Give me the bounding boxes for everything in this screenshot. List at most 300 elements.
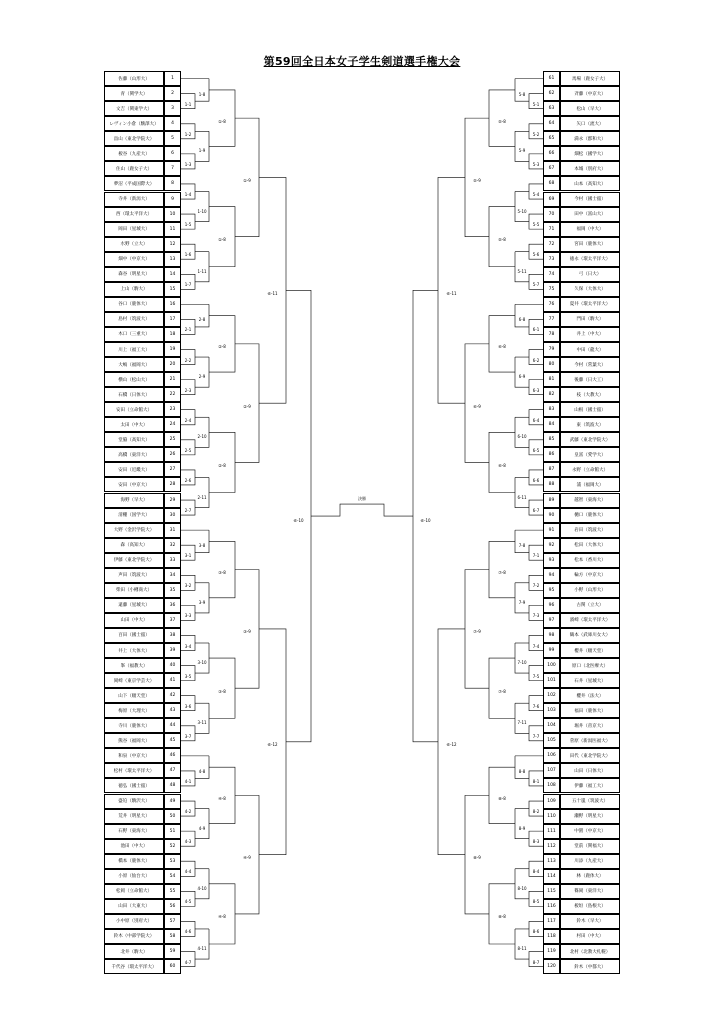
match-label: ⑧-9: [473, 855, 481, 861]
match-label: ⑥-12: [267, 742, 278, 748]
entry-name: 柴田（小樽商大）: [104, 583, 164, 598]
entry-name: 今村（常葉大）: [560, 357, 620, 372]
match-label: 7-11: [517, 720, 527, 726]
entry-number: 116: [543, 899, 560, 914]
match-label: 3-6: [184, 703, 192, 709]
match-label: ④-8: [218, 914, 226, 920]
entry-number: 118: [543, 929, 560, 944]
match-label: ⑥-11: [267, 290, 278, 296]
entry-number: 32: [164, 538, 181, 553]
entry-number: 47: [164, 763, 181, 778]
entry-name: 谷口（鹿体大）: [104, 297, 164, 312]
match-label: 8-11: [517, 946, 527, 951]
entry-name: 畑中（中京大）: [104, 252, 164, 267]
entry-name: 古関（立大）: [560, 598, 620, 613]
entry-name: 松山（早大）: [560, 101, 620, 116]
entry-name: 声田（筑波大）: [104, 568, 164, 583]
match-label: ④-8: [218, 795, 226, 801]
entry-name: 堂前（関福大）: [560, 839, 620, 854]
match-label: ⑧-8: [498, 914, 506, 920]
match-label: 4-6: [184, 929, 192, 935]
match-label: 8-2: [532, 809, 540, 815]
entry-number: 10: [164, 207, 181, 222]
match-label: 6-4: [532, 417, 540, 423]
entry-number: 62: [543, 86, 560, 101]
match-label: 6-5: [532, 447, 540, 453]
entry-number: 86: [543, 447, 560, 462]
entry-name: 横山（松山大）: [104, 372, 164, 387]
entry-name: 小野（山形大）: [560, 583, 620, 598]
entry-name: 皇富（愛学大）: [560, 447, 620, 462]
bracket-line: [195, 809, 209, 839]
entry-number: 12: [164, 237, 181, 252]
entry-name: 川添（九産大）: [560, 854, 620, 869]
entry-name: 百田（國士舘）: [104, 628, 164, 643]
bracket-line: [195, 252, 209, 282]
match-label: 3-10: [197, 660, 207, 666]
entry-number: 97: [543, 613, 560, 628]
entry-name: 熊谷（福岡大）: [104, 733, 164, 748]
match-label: 5-11: [517, 268, 527, 274]
match-label: 1-7: [184, 282, 192, 288]
entry-number: 108: [543, 778, 560, 793]
match-label: ⑦-8: [498, 570, 506, 576]
entry-name: 輪方（中京大）: [560, 568, 620, 583]
entry-number: 41: [164, 673, 181, 688]
entry-name: 山田（日体大）: [560, 763, 620, 778]
match-label: ⑥-9: [473, 403, 481, 409]
entry-name: 井上（大体大）: [104, 643, 164, 658]
entry-name: 田代（東北学院大）: [560, 748, 620, 763]
entry-number: 23: [164, 402, 181, 417]
entry-name: 太田（中大）: [104, 417, 164, 432]
entry-number: 28: [164, 477, 181, 492]
match-label: 3-4: [184, 643, 192, 649]
entry-name: 瀬野（明星大）: [560, 809, 620, 824]
entry-number: 113: [543, 854, 560, 869]
match-label: 3-9: [198, 599, 206, 605]
entry-name: 住山（鹿女子大）: [104, 161, 164, 176]
match-label: 7-4: [532, 643, 540, 649]
entry-number: 25: [164, 432, 181, 447]
entry-number: 69: [543, 192, 560, 207]
bracket-line: [515, 643, 529, 673]
entry-number: 38: [164, 628, 181, 643]
entry-name: 松田（大体大）: [560, 538, 620, 553]
entry-number: 7: [164, 161, 181, 176]
entry-number: 22: [164, 387, 181, 402]
entry-number: 72: [543, 237, 560, 252]
match-label: ②-8: [218, 344, 226, 350]
match-label: ②-8: [218, 462, 226, 468]
entry-number: 14: [164, 267, 181, 282]
entry-number: 79: [543, 342, 560, 357]
match-label: ⑥-12: [446, 742, 457, 748]
entry-name: 中園（中京大）: [560, 824, 620, 839]
entry-number: 35: [164, 583, 181, 598]
entry-number: 52: [164, 839, 181, 854]
entry-name: 石井（星城大）: [560, 673, 620, 688]
entry-name: 島村（筑波大）: [104, 312, 164, 327]
entry-number: 105: [543, 733, 560, 748]
entry-number: 109: [543, 794, 560, 809]
match-label: 6-8: [518, 317, 526, 323]
final-line: [311, 504, 413, 516]
match-label: ③-8: [218, 688, 226, 694]
match-label: 6-11: [517, 494, 527, 500]
entry-number: 120: [543, 959, 560, 974]
match-label: 4-4: [184, 869, 192, 875]
entry-name: 満永（郡和大）: [560, 131, 620, 146]
entry-number: 107: [543, 763, 560, 778]
match-label: 5-3: [532, 161, 540, 167]
entry-name: レヴィン小倉（駒澤大）: [104, 116, 164, 131]
match-label: ⑥-8: [498, 462, 506, 468]
entry-name: 田中（富山大）: [560, 207, 620, 222]
entry-name: 夢沼（平成国際大）: [104, 176, 164, 191]
bracket-line: [195, 131, 209, 161]
bracket-line: [286, 290, 311, 742]
bracket-line: [195, 583, 209, 613]
entry-number: 40: [164, 658, 181, 673]
entry-name: 浦（福岡大）: [560, 477, 620, 492]
match-label: 3-1: [184, 553, 192, 559]
entry-number: 53: [164, 854, 181, 869]
bracket-line: [515, 756, 529, 779]
entry-number: 111: [543, 824, 560, 839]
entry-name: 堀井（帝京大）: [560, 718, 620, 733]
match-label: ①-8: [218, 237, 226, 243]
bracket-line: [195, 643, 209, 673]
bracket-line: [195, 304, 209, 327]
entry-number: 13: [164, 252, 181, 267]
entry-name: 門田（駒大）: [560, 312, 620, 327]
entry-name: 荒井（明星大）: [104, 809, 164, 824]
match-label: 7-5: [532, 673, 540, 679]
entry-number: 114: [543, 869, 560, 884]
entry-number: 3: [164, 101, 181, 116]
entry-name: 樋口（鹿体大）: [560, 508, 620, 523]
match-label: 2-8: [198, 317, 206, 323]
entry-name: 岡崎（東京学芸大）: [104, 673, 164, 688]
match-label: 5-6: [532, 252, 540, 258]
match-label: 5-10: [517, 208, 527, 214]
match-label: ⑥-8: [498, 344, 506, 350]
entry-number: 65: [543, 131, 560, 146]
entry-number: 74: [543, 267, 560, 282]
entry-name: 鈴木（中都大）: [560, 959, 620, 974]
bracket-line: [515, 357, 529, 387]
entry-number: 112: [543, 839, 560, 854]
entry-number: 19: [164, 342, 181, 357]
entry-name: 寺井（新潟大）: [104, 192, 164, 207]
entry-name: 清棚（国学大）: [104, 508, 164, 523]
entry-name: 梅原（大理大）: [104, 703, 164, 718]
entry-number: 2: [164, 86, 181, 101]
entry-number: 61: [543, 71, 560, 86]
entry-name: 五十嵐（筑波大）: [560, 794, 620, 809]
bracket-line: [195, 530, 209, 553]
entry-number: 84: [543, 417, 560, 432]
entry-number: 57: [164, 914, 181, 929]
match-label: ⑥-10: [420, 517, 431, 523]
entry-number: 5: [164, 131, 181, 146]
entry-name: 畠山（東北学院大）: [104, 131, 164, 146]
entry-number: 60: [164, 959, 181, 974]
entry-name: 櫻井（順天堂）: [560, 643, 620, 658]
entry-number: 9: [164, 192, 181, 207]
entry-name: 高橋（東洋大）: [104, 447, 164, 462]
entry-name: 池田（中大）: [104, 839, 164, 854]
entry-name: 上山（駒大）: [104, 282, 164, 297]
entry-name: 遠藤（星城大）: [104, 598, 164, 613]
match-label: 1-9: [198, 148, 206, 154]
entry-number: 75: [543, 282, 560, 297]
bracket-line: [195, 756, 209, 779]
match-label: ⑤-8: [498, 118, 506, 124]
entry-name: 千代谷（環太平洋大）: [104, 959, 164, 974]
match-label: 2-3: [184, 387, 192, 393]
entry-number: 31: [164, 523, 181, 538]
match-label: ⑥-11: [446, 290, 457, 296]
entry-name: 伊藤（東北学院大）: [104, 553, 164, 568]
entry-name: 徳永（環太平洋大）: [560, 252, 620, 267]
match-label: 1-3: [184, 161, 192, 167]
entry-name: 徳弘（國士舘）: [104, 778, 164, 793]
bracket-line: [515, 869, 529, 899]
match-label: 7-10: [517, 660, 527, 666]
entry-name: 佐藤（山形大）: [104, 71, 164, 86]
match-label: 5-2: [532, 131, 540, 137]
match-label: 3-7: [184, 733, 192, 739]
entry-number: 26: [164, 447, 181, 462]
match-label: 3-8: [198, 543, 206, 549]
match-label: ⑧-8: [498, 795, 506, 801]
match-label: 8-4: [532, 869, 540, 875]
bracket-line: [195, 929, 209, 959]
entry-name: 安田（近畿大）: [104, 462, 164, 477]
entry-number: 98: [543, 628, 560, 643]
bracket-line: [195, 357, 209, 387]
match-label: 4-5: [184, 899, 192, 905]
entry-name: 櫻井（法大）: [560, 688, 620, 703]
entry-number: 45: [164, 733, 181, 748]
entry-name: 海野（早大）: [104, 493, 164, 508]
entry-number: 6: [164, 146, 181, 161]
entry-name: 夏井（環太平洋大）: [560, 297, 620, 312]
entry-name: 水野（立大）: [104, 237, 164, 252]
entry-number: 92: [543, 538, 560, 553]
entry-number: 78: [543, 327, 560, 342]
entry-number: 30: [164, 508, 181, 523]
entry-name: 木口（三重大）: [104, 327, 164, 342]
match-label: 4-9: [198, 825, 206, 831]
entry-name: 森（高知大）: [104, 538, 164, 553]
match-label: 4-10: [197, 885, 207, 891]
match-label: 1-6: [184, 252, 192, 258]
entry-number: 70: [543, 207, 560, 222]
entry-number: 42: [164, 688, 181, 703]
match-label: ④-9: [243, 855, 251, 861]
entry-name: 文吉（関東学大）: [104, 101, 164, 116]
match-label: 7-1: [532, 553, 540, 559]
entry-name: 鈴木（早大）: [560, 914, 620, 929]
entry-number: 17: [164, 312, 181, 327]
bracket-line: [515, 131, 529, 161]
entry-name: 岡田（星城大）: [104, 222, 164, 237]
entry-name: 斉藤（中京大）: [560, 86, 620, 101]
match-label: 2-4: [184, 417, 192, 423]
match-label: 4-1: [184, 778, 192, 784]
entry-name: 本城（別府大）: [560, 161, 620, 176]
entry-name: 岩田（筑波大）: [560, 523, 620, 538]
bracket-line: [515, 703, 529, 733]
entry-name: 原口（北医療大）: [560, 658, 620, 673]
match-label: 5-9: [518, 148, 526, 154]
match-label: ⑥-10: [293, 517, 304, 523]
match-label: 3-11: [197, 720, 207, 726]
entry-name: 今村（國士舘）: [560, 192, 620, 207]
bracket-line: [195, 477, 209, 507]
match-label: 1-1: [184, 101, 192, 107]
match-label: 7-7: [532, 733, 540, 739]
entry-name: 武藤（東北学院大）: [560, 432, 620, 447]
match-label: ⑤-9: [473, 177, 481, 183]
match-label: 2-2: [184, 357, 192, 363]
match-label: 4-8: [198, 768, 206, 774]
entry-name: 久保（大体大）: [560, 282, 620, 297]
entry-number: 87: [543, 462, 560, 477]
entry-number: 110: [543, 809, 560, 824]
match-label: 1-8: [198, 91, 206, 97]
entry-name: 矢口（流大）: [560, 116, 620, 131]
entry-number: 71: [543, 222, 560, 237]
entry-name: 板垣（島根大）: [560, 899, 620, 914]
entry-number: 36: [164, 598, 181, 613]
entry-number: 106: [543, 748, 560, 763]
entry-number: 89: [543, 493, 560, 508]
entry-name: 板谷（九産大）: [104, 146, 164, 161]
entry-number: 21: [164, 372, 181, 387]
entry-name: 弓（日大）: [560, 267, 620, 282]
entry-name: 永野（立命館大）: [560, 462, 620, 477]
entry-number: 54: [164, 869, 181, 884]
entry-number: 95: [543, 583, 560, 598]
match-label: 2-5: [184, 447, 192, 453]
entry-name: 石橋（日体大）: [104, 387, 164, 402]
entry-name: 福田（鹿体大）: [560, 703, 620, 718]
entry-number: 91: [543, 523, 560, 538]
match-label: 8-9: [518, 825, 526, 831]
entry-name: 松岡（立命館大）: [104, 884, 164, 899]
match-label: ③-9: [243, 629, 251, 635]
entry-number: 24: [164, 417, 181, 432]
entry-number: 67: [543, 161, 560, 176]
entry-number: 104: [543, 718, 560, 733]
entry-number: 49: [164, 794, 181, 809]
bracket-line: [515, 929, 529, 959]
entry-number: 4: [164, 116, 181, 131]
entry-name: 大野（金沢学院大）: [104, 523, 164, 538]
match-label: 2-6: [184, 477, 192, 483]
entry-name: 山田（中大）: [104, 613, 164, 628]
entry-name: 濱崎（環太平洋大）: [560, 613, 620, 628]
entry-name: 川上（福工大）: [104, 342, 164, 357]
entry-number: 85: [543, 432, 560, 447]
entry-name: 西（環太平洋大）: [104, 207, 164, 222]
entry-number: 100: [543, 658, 560, 673]
entry-number: 96: [543, 598, 560, 613]
match-label: 6-7: [532, 508, 540, 514]
entry-name: 和泉（中京大）: [104, 748, 164, 763]
match-label: 2-1: [184, 327, 192, 333]
entry-name: 枝（大教大）: [560, 387, 620, 402]
entry-name: 鈴木（中部学院大）: [104, 929, 164, 944]
match-label: 2-10: [197, 434, 207, 440]
bracket-line: [515, 809, 529, 839]
entry-number: 117: [543, 914, 560, 929]
match-label: 5-7: [532, 282, 540, 288]
entry-name: 菅原（新潟医福大）: [560, 733, 620, 748]
entry-name: 後藤（日大工）: [560, 372, 620, 387]
entry-name: 山田（大東大）: [104, 899, 164, 914]
match-label: 6-2: [532, 357, 540, 363]
entry-name: 盛迫（駒沢大）: [104, 794, 164, 809]
entry-number: 33: [164, 553, 181, 568]
match-label: 4-3: [184, 839, 192, 845]
match-label: 6-6: [532, 477, 540, 483]
entry-name: 青（関学大）: [104, 86, 164, 101]
bracket-line: [515, 417, 529, 447]
entry-number: 83: [543, 402, 560, 417]
entry-number: 58: [164, 929, 181, 944]
match-label: 2-11: [197, 494, 207, 500]
entry-number: 76: [543, 297, 560, 312]
entry-number: 15: [164, 282, 181, 297]
entry-number: 27: [164, 462, 181, 477]
match-label: ①-9: [243, 177, 251, 183]
entry-name: 山根（國士舘）: [560, 402, 620, 417]
entry-number: 11: [164, 222, 181, 237]
match-label: 8-5: [532, 899, 540, 905]
match-label: 1-10: [197, 208, 207, 214]
match-label: 6-9: [518, 374, 526, 380]
entry-number: 101: [543, 673, 560, 688]
entry-name: 馬場（鹿女子大）: [560, 71, 620, 86]
match-label: 8-7: [532, 959, 540, 965]
match-label: ①-8: [218, 118, 226, 124]
entry-number: 73: [543, 252, 560, 267]
bracket-line: [413, 290, 438, 742]
entry-number: 46: [164, 748, 181, 763]
entry-name: 森谷（明星大）: [104, 267, 164, 282]
match-label: 6-3: [532, 387, 540, 393]
entry-number: 34: [164, 568, 181, 583]
match-label: 3-2: [184, 583, 192, 589]
entry-number: 66: [543, 146, 560, 161]
entry-name: 東（筑波大）: [560, 417, 620, 432]
entry-number: 29: [164, 493, 181, 508]
entry-number: 43: [164, 703, 181, 718]
entry-name: 山本（高知大）: [560, 176, 620, 191]
bracket-line: [515, 252, 529, 282]
entry-name: 村田（中大）: [560, 929, 620, 944]
match-label: 4-11: [197, 946, 207, 951]
entry-number: 16: [164, 297, 181, 312]
entry-name: 鶴本（武庫川女大）: [560, 628, 620, 643]
entry-name: 越智（東海大）: [560, 493, 620, 508]
entry-number: 59: [164, 944, 181, 959]
